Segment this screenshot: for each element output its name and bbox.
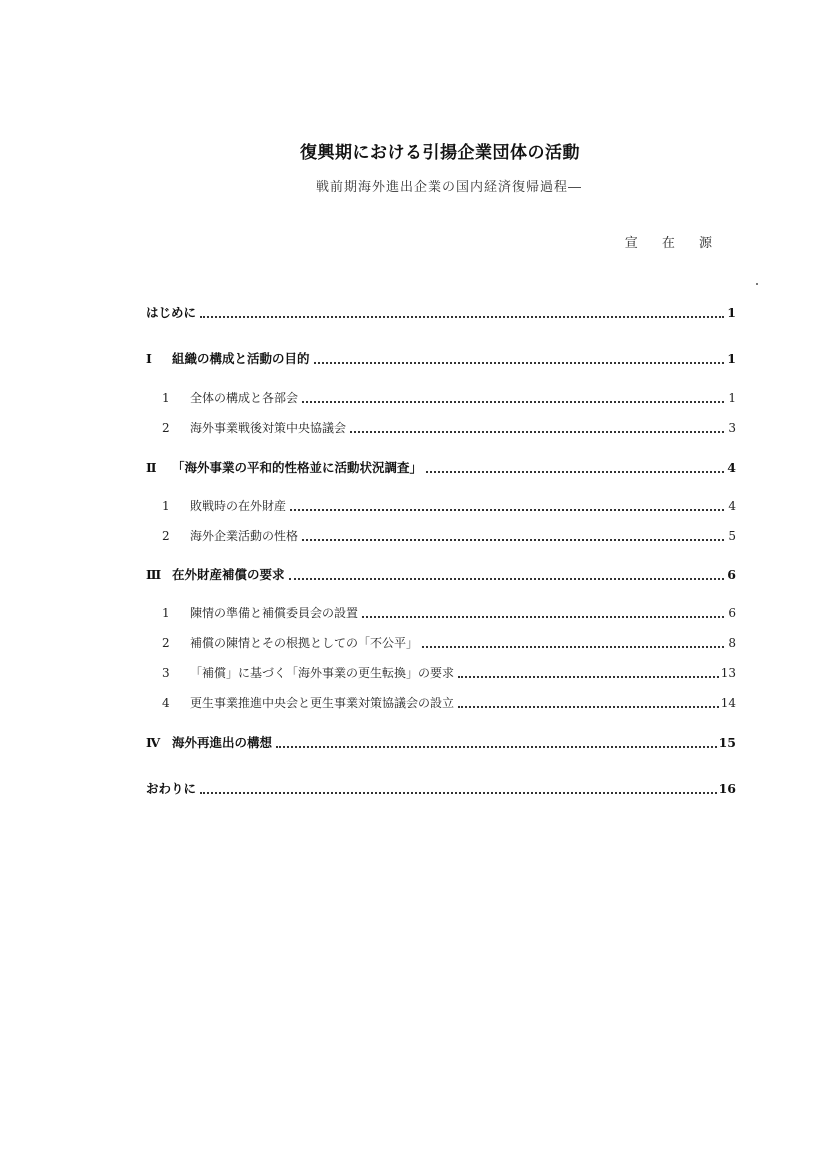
toc-entry-label: 更生事業推進中央会と更生事業対策協議会の設立 — [190, 696, 455, 710]
leader-dots — [290, 495, 724, 511]
toc-entry-page: 15 — [718, 735, 736, 750]
toc-entry-section-3-4 — [146, 691, 736, 711]
toc-entry-chapter-1 — [146, 347, 736, 367]
leader-dots — [422, 632, 724, 648]
toc-entry-page: 13 — [720, 666, 736, 680]
toc-entry-label: 組織の構成と活動の目的 — [172, 351, 310, 366]
toc-entry-label: 全体の構成と各部会 — [190, 391, 299, 405]
toc-entry-label: はじめに — [146, 305, 197, 320]
toc-entry-label: 海外企業活動の性格 — [190, 529, 299, 543]
toc-entry-section-3-3 — [146, 661, 736, 681]
author-name: 宣 在 源 — [624, 236, 722, 251]
toc-entry-page: 5 — [728, 529, 736, 543]
document-title: 復興期における引揚企業団体の活動 — [300, 143, 580, 163]
leader-dots — [289, 564, 724, 580]
leader-dots — [302, 387, 724, 403]
toc-entry-number: 3 — [162, 666, 170, 680]
toc-entry-label: 在外財産補償の要求 — [172, 567, 285, 582]
leader-dots — [350, 417, 724, 433]
leader-dots — [200, 302, 724, 318]
toc-entry-page: 1 — [728, 391, 736, 405]
toc-entry-page: 4 — [728, 499, 736, 513]
toc-entry-page: 8 — [728, 636, 736, 650]
toc-entry-label: 敗戦時の在外財産 — [190, 499, 287, 513]
toc-entry-section-1-2 — [146, 416, 736, 436]
toc-entry-section-2-1 — [146, 494, 736, 514]
toc-entry-number: 1 — [162, 606, 170, 620]
leader-dots — [200, 778, 717, 794]
toc-entry-page: 6 — [728, 606, 736, 620]
toc-entry-label: 海外再進出の構想 — [172, 735, 273, 750]
toc-entry-page: 1 — [727, 305, 736, 320]
leader-dots — [426, 457, 724, 473]
toc-entry-label: 「補償」に基づく「海外事業の更生転換」の要求 — [190, 666, 455, 680]
toc-entry-page: 3 — [728, 421, 736, 435]
toc-entry-number: 2 — [162, 529, 170, 543]
leader-dots — [458, 662, 719, 678]
toc-entry-number: 1 — [162, 499, 170, 513]
toc-entry-page: 6 — [727, 567, 736, 582]
toc-entry-intro — [146, 301, 736, 321]
scan-speck — [756, 283, 758, 285]
leader-dots — [276, 732, 717, 748]
toc-entry-page: 1 — [727, 351, 736, 366]
toc-entry-page: 16 — [718, 781, 736, 796]
toc-entry-number: Ⅳ — [146, 735, 161, 750]
toc-entry-number: 2 — [162, 421, 170, 435]
toc-entry-conclusion — [146, 777, 736, 797]
toc-entry-page: 4 — [727, 460, 736, 475]
leader-dots — [314, 348, 724, 364]
toc-entry-number: Ⅲ — [146, 567, 162, 582]
toc-entry-label: おわりに — [146, 781, 197, 796]
toc-entry-chapter-4 — [146, 731, 736, 751]
toc-entry-label: 補償の陳情とその根拠としての「不公平」 — [190, 636, 419, 650]
toc-entry-section-3-2 — [146, 631, 736, 651]
toc-entry-page: 14 — [720, 696, 736, 710]
toc-entry-section-1-1 — [146, 386, 736, 406]
toc-entry-label: 「海外事業の平和的性格並に活動状況調査」 — [172, 460, 423, 475]
toc-entry-chapter-3 — [146, 563, 736, 583]
leader-dots — [302, 525, 724, 541]
toc-entry-section-2-2 — [146, 524, 736, 544]
leader-dots — [458, 692, 719, 708]
toc-entry-number: 2 — [162, 636, 170, 650]
leader-dots — [362, 602, 724, 618]
toc-entry-section-3-1 — [146, 601, 736, 621]
toc-entry-number: 4 — [162, 696, 170, 710]
toc-entry-number: Ⅱ — [146, 460, 157, 475]
toc-entry-chapter-2 — [146, 456, 736, 476]
toc-entry-label: 海外事業戦後対策中央協議会 — [190, 421, 347, 435]
toc-entry-label: 陳情の準備と補償委員会の設置 — [190, 606, 359, 620]
document-subtitle: 戦前期海外進出企業の国内経済復帰過程― — [315, 180, 582, 195]
toc-entry-number: 1 — [162, 391, 170, 405]
toc-entry-number: Ⅰ — [146, 351, 152, 366]
